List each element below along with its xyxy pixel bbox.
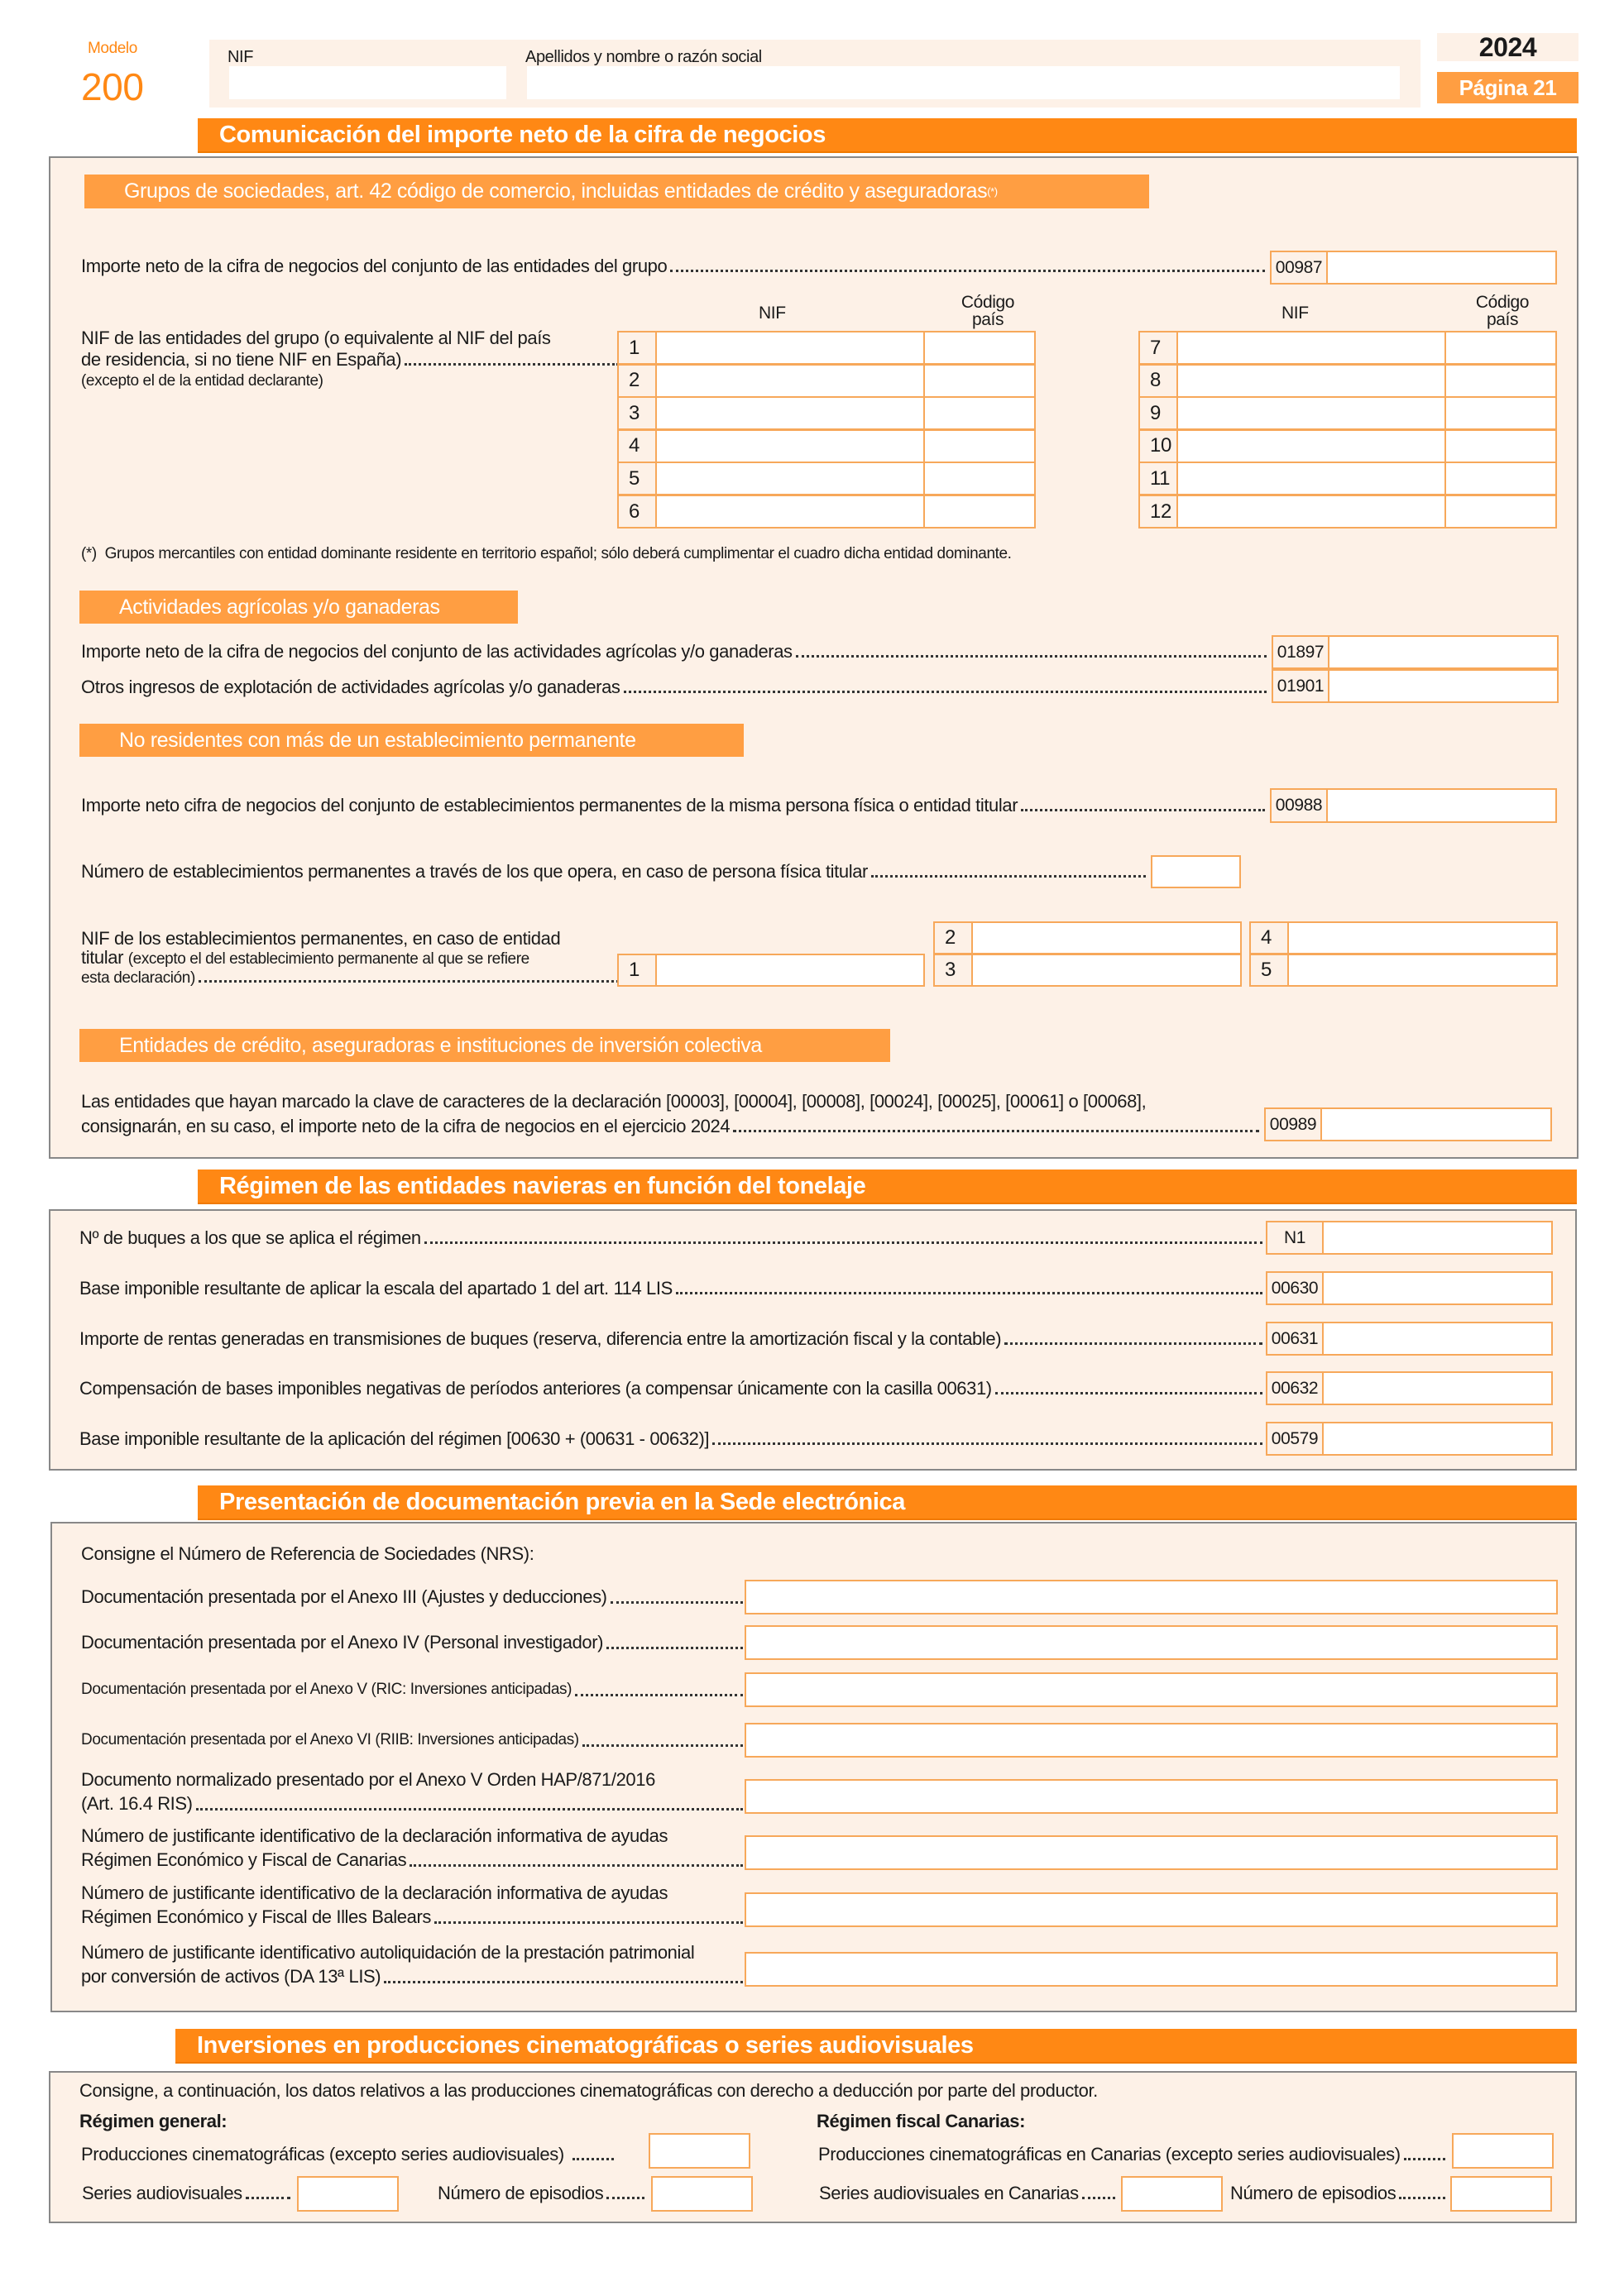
credit-line1: Las entidades que hayan marcado la clave de caracteres de la declaración [00003], [00004], [00008], [00024], [00025], [00061] o [00068],	[81, 1091, 1147, 1112]
nrs-row-label	[81, 1728, 743, 1752]
field-N1[interactable]	[1266, 1221, 1553, 1255]
name-label: Apellidos y nombre o razón social	[525, 48, 762, 66]
row-number: 11	[1140, 463, 1178, 494]
nonres-row2-label	[81, 861, 1151, 883]
section-film	[49, 2071, 1577, 2223]
group-nif-row[interactable]	[617, 462, 1036, 495]
field-value[interactable]	[1322, 1109, 1550, 1140]
dot-leader	[624, 691, 1267, 693]
establishment-nif-1[interactable]	[617, 954, 925, 987]
field-code: 00989	[1266, 1109, 1322, 1140]
dot-leader	[199, 980, 619, 983]
field-value[interactable]	[1324, 1323, 1551, 1354]
nif-input[interactable]	[1178, 431, 1444, 462]
dot-leader	[1021, 809, 1265, 811]
nif-input[interactable]	[657, 431, 923, 462]
field-01897[interactable]	[1272, 635, 1559, 669]
nrs-row-label	[81, 1630, 743, 1654]
footnote	[81, 545, 1012, 563]
nrs-input[interactable]	[745, 1952, 1558, 1987]
country-code-input[interactable]	[923, 463, 1034, 494]
field-value[interactable]	[1324, 1273, 1551, 1303]
dot-leader	[1399, 2197, 1445, 2199]
label-line: Número de justificante identificativo de la declaración informativa de ayudas	[81, 1882, 668, 1903]
footnote-text: Grupos mercantiles con entidad dominante residente en territorio español; sólo deberá cumplimentar el cuadro dicha entidad dominante.	[104, 545, 1012, 562]
taxpayer-header	[209, 40, 1420, 108]
country-code-input[interactable]	[923, 398, 1034, 428]
nif-input[interactable]	[657, 496, 923, 527]
label-text: Régimen Económico y Fiscal de Illes Balears	[81, 1906, 431, 1927]
general-series-input[interactable]	[297, 2176, 399, 2212]
country-code-input[interactable]	[1444, 332, 1555, 363]
field-code: 00630	[1267, 1273, 1324, 1303]
name-input[interactable]	[527, 66, 1400, 99]
cell-number: 1	[619, 955, 657, 985]
dot-leader	[733, 1130, 1259, 1132]
group-nif-row[interactable]	[1138, 331, 1557, 365]
label-text: (Art. 16.4 RIS)	[81, 1793, 193, 1814]
dot-leader	[424, 1241, 1262, 1244]
modelo-number: 200	[81, 65, 144, 108]
general-prod-input[interactable]	[649, 2133, 750, 2169]
group-nif-label	[81, 328, 619, 392]
nif-input[interactable]	[657, 366, 923, 396]
label-text: Producciones cinematográficas en Canarias (excepto series audiovisuales)	[818, 2144, 1401, 2164]
group-total-label	[81, 256, 1270, 277]
label-text: consignarán, en su caso, el importe neto de la cifra de negocios en el ejercicio 2024	[81, 1116, 731, 1136]
section-title-tonnage: Régimen de las entidades navieras en función del tonelaje	[198, 1170, 1577, 1204]
col-code-line: Código	[1475, 293, 1530, 312]
label-line	[81, 1791, 743, 1815]
row-number: 8	[1140, 366, 1178, 396]
label-line	[81, 1728, 743, 1752]
label-text: Compensación de bases imponibles negativas de períodos anteriores (a compensar únicamente con la casilla 00631)	[79, 1378, 992, 1399]
dot-leader	[871, 875, 1146, 878]
col-code-left	[959, 294, 1017, 328]
field-value[interactable]	[1324, 1222, 1551, 1253]
cell-number: 5	[1251, 955, 1289, 985]
group-nif-row[interactable]	[1138, 462, 1557, 495]
row-number: 4	[619, 431, 657, 462]
section-title-net-turnover: Comunicación del importe neto de la cifra de negocios	[198, 118, 1577, 153]
general-series-label	[82, 2183, 295, 2204]
field-value[interactable]	[1324, 1373, 1551, 1404]
country-code-input[interactable]	[923, 332, 1034, 363]
establishment-nif-2[interactable]	[933, 921, 1242, 954]
credit-line2	[81, 1116, 1264, 1137]
establishment-nif-3[interactable]	[933, 954, 1242, 987]
label-text: Base imponible resultante de la aplicación del régimen [00630 + (00631 - 00632)]	[79, 1428, 710, 1449]
footnote-mark: (*)	[81, 545, 97, 562]
col-code-line: país	[1486, 310, 1519, 329]
field-00989[interactable]	[1264, 1107, 1552, 1141]
dot-leader	[796, 655, 1267, 658]
subsection-credit: Entidades de crédito, aseguradoras e instituciones de inversión colectiva	[79, 1029, 890, 1062]
field-code: N1	[1267, 1222, 1324, 1253]
field-code: 00579	[1267, 1423, 1324, 1454]
film-intro: Consigne, a continuación, los datos relativos a las producciones cinematográficas con derecho a deducción por parte del productor.	[79, 2080, 1098, 2101]
col-code-line: Código	[961, 293, 1015, 312]
label-line: NIF de las entidades del grupo (o equivalente al NIF del país	[81, 328, 551, 348]
dot-leader	[410, 1864, 743, 1867]
subsection-nonresident: No residentes con más de un establecimiento permanente	[79, 724, 744, 757]
canarias-series-label	[819, 2183, 1120, 2204]
section-documentation	[50, 1522, 1577, 2012]
label-line: Número de justificante identificativo de la declaración informativa de ayudas	[81, 1825, 668, 1846]
nonres-nif-label	[81, 929, 619, 988]
nif-input[interactable]	[657, 463, 923, 494]
label-line	[81, 1905, 743, 1929]
row-number: 6	[619, 496, 657, 527]
section-net-turnover	[49, 156, 1578, 1159]
tonnage-row-label	[79, 1227, 1267, 1249]
section-title-film: Inversiones en producciones cinematográficas o series audiovisuales	[175, 2029, 1577, 2064]
nif-input[interactable]	[1178, 366, 1444, 396]
country-code-input[interactable]	[1444, 398, 1555, 428]
nif-input[interactable]	[1289, 923, 1556, 953]
cell-number: 2	[935, 923, 973, 953]
group-nif-row[interactable]	[617, 364, 1036, 398]
nif-label: NIF	[228, 48, 254, 66]
establishment-nif-5[interactable]	[1249, 954, 1558, 987]
nif-input[interactable]	[1178, 398, 1444, 428]
group-nif-row[interactable]	[1138, 364, 1557, 398]
label-text: Nº de buques a los que se aplica el régimen	[79, 1227, 421, 1248]
country-code-input[interactable]	[923, 496, 1034, 527]
field-code: 01897	[1273, 637, 1329, 667]
country-code-input[interactable]	[1444, 431, 1555, 462]
row-number: 7	[1140, 332, 1178, 363]
row-number: 2	[619, 366, 657, 396]
country-code-input[interactable]	[923, 431, 1034, 462]
label-text: Series audiovisuales en Canarias	[819, 2183, 1079, 2203]
field-00987[interactable]	[1270, 251, 1557, 285]
dot-leader	[575, 1694, 743, 1696]
nrs-row-label	[81, 1585, 743, 1609]
label-text: Documentación presentada por el Anexo VI (RIIB: Inversiones anticipadas)	[81, 1731, 579, 1748]
row-number: 5	[619, 463, 657, 494]
label-line: (excepto el del establecimiento permanente al que se refiere	[127, 950, 529, 968]
dot-leader	[582, 1744, 743, 1747]
nif-input[interactable]	[657, 398, 923, 428]
nif-input[interactable]	[657, 332, 923, 363]
label-text: por conversión de activos (DA 13ª LIS)	[81, 1966, 381, 1987]
nrs-row-label	[81, 1881, 743, 1929]
nif-input[interactable]	[657, 955, 923, 985]
nif-input[interactable]	[1178, 332, 1444, 363]
row-number: 12	[1140, 496, 1178, 527]
nrs-input[interactable]	[745, 1835, 1558, 1870]
nif-input[interactable]	[973, 923, 1240, 953]
nif-input[interactable]	[1178, 463, 1444, 494]
label-text: Importe de rentas generadas en transmisiones de buques (reserva, diferencia entre la amortización fiscal y la contable)	[79, 1328, 1002, 1349]
dot-leader	[606, 1647, 743, 1649]
cell-number: 3	[935, 955, 973, 985]
nrs-row-label	[81, 1677, 743, 1701]
general-episodes-label	[438, 2183, 649, 2204]
field-value[interactable]	[1328, 790, 1555, 821]
label-text: Documentación presentada por el Anexo V (RIC: Inversiones anticipadas)	[81, 1681, 572, 1698]
nif-input[interactable]	[229, 66, 506, 99]
label-text: Base imponible resultante de aplicar la escala del apartado 1 del art. 114 LIS	[79, 1278, 673, 1299]
nrs-row-label	[81, 1824, 743, 1872]
label-line: titular	[81, 947, 123, 968]
general-episodes-input[interactable]	[651, 2176, 753, 2212]
group-nif-row[interactable]	[617, 331, 1036, 365]
nrs-input[interactable]	[745, 1723, 1558, 1758]
label-line: de residencia, si no tiene NIF en España)	[81, 349, 402, 370]
nif-input[interactable]	[973, 955, 1240, 985]
nrs-row-label	[81, 1940, 743, 1988]
tonnage-row-label	[79, 1378, 1267, 1399]
dot-leader	[384, 1981, 743, 1983]
label-text: Producciones cinematográficas (excepto series audiovisuales)	[81, 2144, 564, 2164]
row-number: 1	[619, 332, 657, 363]
label-text: Número de establecimientos permanentes a través de los que opera, en caso de persona física titular	[81, 861, 868, 882]
dot-leader	[434, 1921, 743, 1924]
agri-row1-label	[81, 641, 1272, 662]
nrs-input[interactable]	[745, 1779, 1558, 1814]
label-line	[81, 1630, 743, 1654]
tonnage-row-label	[79, 1278, 1267, 1299]
country-code-input[interactable]	[1444, 496, 1555, 527]
label-line: Documento normalizado presentado por el Anexo V Orden HAP/871/2016	[81, 1769, 655, 1790]
group-nif-row[interactable]	[617, 429, 1036, 463]
field-00632[interactable]	[1266, 1371, 1553, 1405]
field-code: 00987	[1272, 252, 1328, 283]
group-nif-row[interactable]	[617, 396, 1036, 430]
label-text: Régimen Económico y Fiscal de Canarias	[81, 1849, 407, 1870]
canarias-prod-input[interactable]	[1452, 2133, 1554, 2169]
label-text: Número de episodios	[438, 2183, 604, 2203]
canarias-series-input[interactable]	[1121, 2176, 1223, 2212]
dot-leader	[676, 1292, 1262, 1294]
canarias-regime-title: Régimen fiscal Canarias:	[817, 2111, 1026, 2131]
field-code: 01901	[1273, 671, 1329, 701]
label-line: NIF de los establecimientos permanentes, en caso de entidad	[81, 928, 561, 949]
year: 2024	[1437, 33, 1578, 61]
label-line	[81, 1964, 743, 1988]
establishments-count-input[interactable]	[1151, 855, 1241, 888]
establishment-nif-4[interactable]	[1249, 921, 1558, 954]
dot-leader	[1404, 2158, 1445, 2160]
nrs-input[interactable]	[745, 1580, 1558, 1614]
field-00631[interactable]	[1266, 1322, 1553, 1356]
nonres-row1-label	[81, 795, 1270, 816]
label-line: (excepto el de la entidad declarante)	[81, 372, 323, 390]
field-code: 00631	[1267, 1323, 1324, 1354]
label-line: esta declaración)	[81, 969, 195, 987]
general-regime-title: Régimen general:	[79, 2111, 228, 2131]
col-nif-left: NIF	[759, 304, 786, 323]
dot-leader	[670, 270, 1265, 272]
section-tonnage	[49, 1209, 1577, 1471]
group-nif-row[interactable]	[1138, 429, 1557, 463]
dot-leader	[995, 1392, 1262, 1394]
label-line	[81, 1677, 743, 1701]
row-number: 9	[1140, 398, 1178, 428]
group-nif-row[interactable]	[1138, 495, 1557, 529]
canarias-episodes-input[interactable]	[1450, 2176, 1552, 2212]
tonnage-row-label	[79, 1328, 1267, 1350]
dot-leader	[246, 2197, 290, 2199]
page-number: Página 21	[1437, 72, 1578, 103]
country-code-input[interactable]	[1444, 366, 1555, 396]
field-value[interactable]	[1328, 252, 1555, 283]
nif-input[interactable]	[1289, 955, 1556, 985]
field-value[interactable]	[1324, 1423, 1551, 1454]
agri-row2-label	[81, 677, 1272, 698]
subsection-groups-title: Grupos de sociedades, art. 42 código de comercio, incluidas entidades de crédito y aseguradoras	[124, 179, 988, 203]
cell-number: 4	[1251, 923, 1289, 953]
col-nif-right: NIF	[1281, 304, 1309, 323]
field-00579[interactable]	[1266, 1422, 1553, 1456]
dot-leader	[1004, 1342, 1262, 1345]
country-code-input[interactable]	[1444, 463, 1555, 494]
field-value[interactable]	[1329, 671, 1557, 701]
dot-leader	[606, 2197, 644, 2199]
canarias-prod-label	[818, 2144, 1450, 2165]
nrs-intro: Consigne el Número de Referencia de Sociedades (NRS):	[81, 1543, 534, 1564]
country-code-input[interactable]	[923, 366, 1034, 396]
field-00630[interactable]	[1266, 1271, 1553, 1305]
nrs-input[interactable]	[745, 1672, 1558, 1707]
label-text: Importe neto de la cifra de negocios del conjunto de las entidades del grupo	[81, 256, 668, 276]
general-prod-label	[81, 2144, 647, 2165]
label-text: Documentación presentada por el Anexo III (Ajustes y deducciones)	[81, 1586, 607, 1607]
field-value[interactable]	[1329, 637, 1557, 667]
group-nif-row[interactable]	[1138, 396, 1557, 430]
dot-leader	[712, 1442, 1262, 1445]
field-01901[interactable]	[1272, 669, 1559, 703]
nrs-row-label	[81, 1767, 743, 1815]
col-code-line: país	[971, 310, 1004, 329]
subsection-groups	[84, 175, 1149, 208]
label-line	[81, 1848, 743, 1872]
label-line	[81, 1585, 743, 1609]
dot-leader	[196, 1808, 743, 1810]
row-number: 10	[1140, 431, 1178, 462]
footnote-mark: (*)	[987, 185, 998, 198]
label-line: Número de justificante identificativo autoliquidación de la prestación patrimonial	[81, 1942, 695, 1963]
field-00988[interactable]	[1270, 788, 1557, 823]
group-nif-row[interactable]	[617, 495, 1036, 529]
label-text: Series audiovisuales	[82, 2183, 242, 2203]
label-text: Documentación presentada por el Anexo IV (Personal investigador)	[81, 1632, 604, 1653]
dot-leader	[611, 1601, 743, 1604]
nrs-input[interactable]	[745, 1625, 1558, 1660]
label-text: Importe neto cifra de negocios del conjunto de establecimientos permanentes de la misma persona física o entidad titular	[81, 795, 1018, 816]
label-text: Otros ingresos de explotación de actividades agrícolas y/o ganaderas	[81, 677, 620, 697]
dot-leader	[572, 2158, 614, 2160]
dot-leader	[1082, 2197, 1115, 2199]
label-text: Número de episodios	[1230, 2183, 1396, 2203]
field-code: 00632	[1267, 1373, 1324, 1404]
nrs-input[interactable]	[745, 1892, 1558, 1927]
col-code-right	[1473, 294, 1531, 328]
section-title-documentation: Presentación de documentación previa en la Sede electrónica	[198, 1485, 1577, 1520]
tonnage-row-label	[79, 1428, 1267, 1450]
canarias-episodes-label	[1230, 2183, 1450, 2204]
dot-leader	[405, 363, 619, 366]
nif-input[interactable]	[1178, 496, 1444, 527]
subsection-agri: Actividades agrícolas y/o ganaderas	[79, 591, 518, 624]
label-text: Importe neto de la cifra de negocios del conjunto de las actividades agrícolas y/o ganaderas	[81, 641, 793, 662]
modelo-label: Modelo	[88, 40, 137, 57]
row-number: 3	[619, 398, 657, 428]
field-code: 00988	[1272, 790, 1328, 821]
